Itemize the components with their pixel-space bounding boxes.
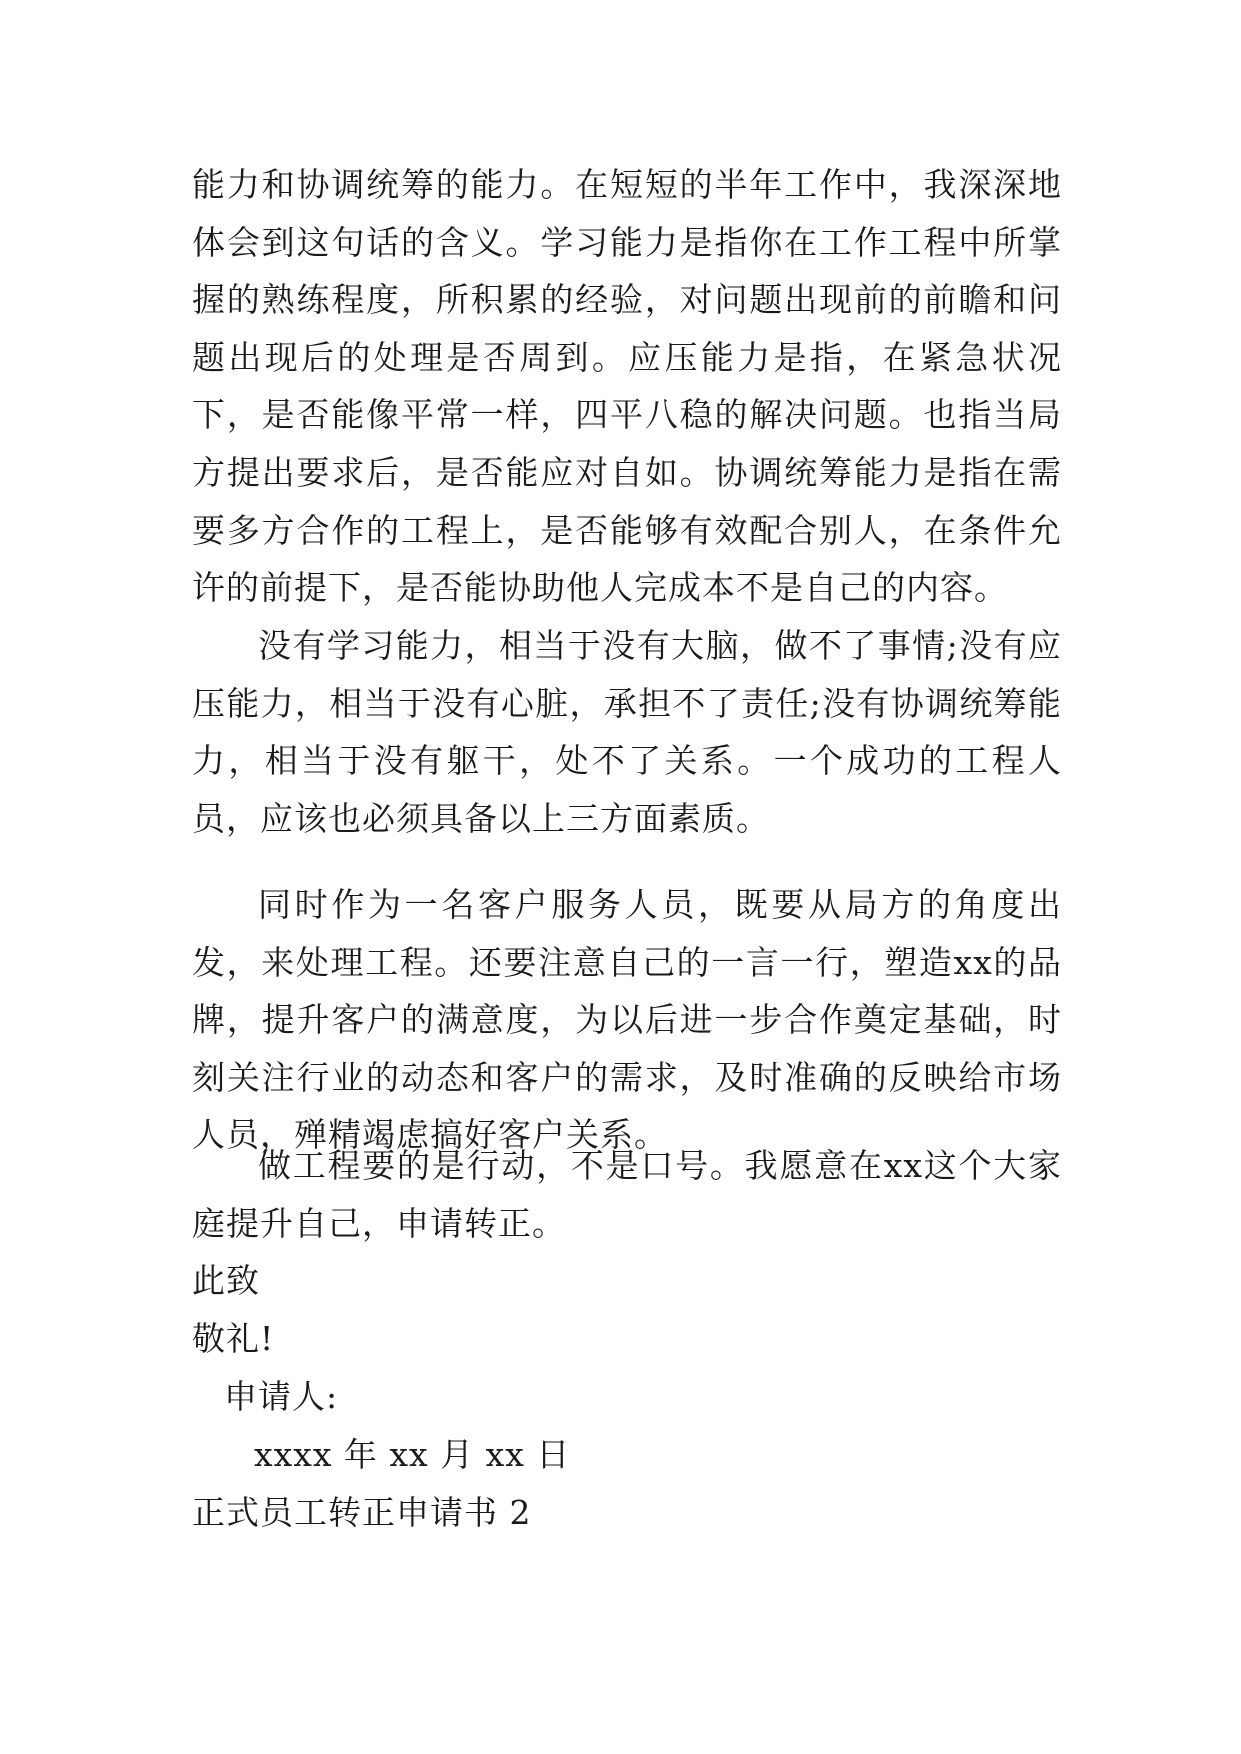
body-paragraph-customer-service: 同时作为一名客户服务人员，既要从局方的角度出发，来处理工程。还要注意自己的一言一行，塑造xx的品牌，提升客户的满意度，为以后进一步合作奠定基础，时刻关注行业的动态和客户的需求，及时准确的反映给市场人员，殚精竭虑搞好客户关系。 [192,885,1062,1155]
next-section-title: 正式员工转正申请书 2 [192,1493,532,1532]
closing-salutation: 此致 [192,1261,260,1300]
date-line: xxxx 年 xx 月 xx 日 [254,1435,571,1474]
body-paragraph-abilities: 能力和协调统筹的能力。在短短的半年工作中，我深深地体会到这句话的含义。学习能力是指你在工作工程中所掌握的熟练程度，所积累的经验，对问题出现前的前瞻和问题出现后的处理是否周到。应压能力是指，在紧急状况下，是否能像平常一样，四平八稳的解决问题。也指当局方提出要求后，是否能应对自如。协调统筹能力是指在需要多方合作的工程上，是否能够有效配合别人，在条件允许的前提下，是否能协助他人完成本不是自己的内容。 [192,165,1062,608]
closing-regards: 敬礼! [192,1319,275,1358]
applicant-label: 申请人: [224,1377,339,1416]
body-paragraph-request: 做工程要的是行动，不是口号。我愿意在xx这个大家庭提升自己，申请转正。 [192,1146,1062,1243]
body-paragraph-comparison: 没有学习能力，相当于没有大脑，做不了事情;没有应压能力，相当于没有心脏，承担不了责任;没有协调统筹能力，相当于没有躯干，处不了关系。一个成功的工程人员，应该也必须具备以上三方面素质。 [192,626,1062,838]
